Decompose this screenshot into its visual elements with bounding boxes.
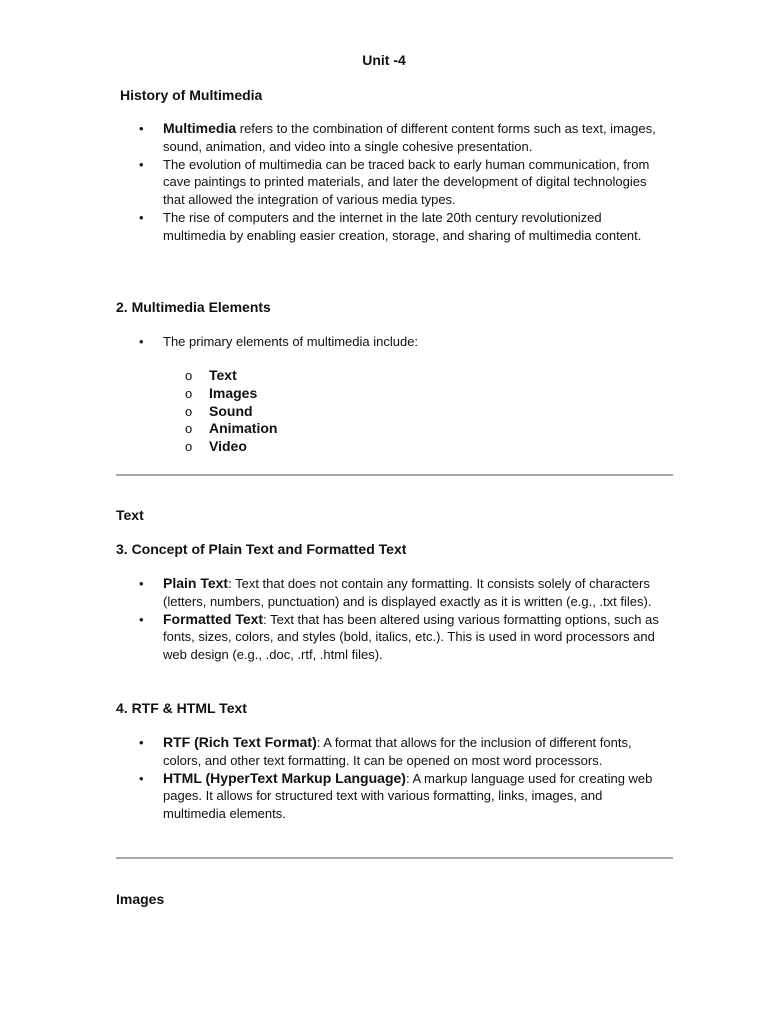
- list-item: [163, 156, 663, 209]
- term: Multimedia: [163, 120, 237, 136]
- term: Formatted Text: [163, 610, 264, 627]
- unit-title: Unit -4: [362, 52, 406, 68]
- sublist-item: o Animation: [209, 420, 277, 438]
- description: : Text that has been altered using various formatting options, such as fonts, sizes, colors, and styles (bold, italics, etc.). This is used in word processors and web design (e.g., .doc, .rtf, .html files).: [163, 611, 659, 663]
- images-section-heading: Images: [116, 891, 165, 907]
- list-item: [163, 734, 663, 770]
- history-heading: History of Multimedia: [120, 87, 263, 103]
- rtf-html-heading: 4. RTF & HTML Text: [116, 700, 247, 716]
- sublist-item: o Text: [209, 367, 277, 385]
- elements-sublist: [209, 367, 277, 456]
- section-divider: [116, 474, 673, 476]
- sublist-item: o Video: [209, 438, 277, 456]
- description: The rise of computers and the internet in the late 20th century revolutionized multimedia by enabling easier creation, storage, and sharing of multimedia content.: [163, 209, 642, 243]
- description: refers to the combination of different content forms such as text, images, sound, animation, and video into a single cohesive presentation.: [163, 121, 656, 154]
- elements-intro-list: [163, 333, 663, 351]
- plain-formatted-heading: 3. Concept of Plain Text and Formatted Text: [116, 541, 407, 557]
- elements-heading: 2. Multimedia Elements: [116, 299, 271, 315]
- sublist-item: o Sound: [209, 403, 277, 421]
- sublist-item: o Images: [209, 385, 277, 403]
- term: HTML (HyperText Markup Language): [163, 769, 406, 786]
- description: : A format that allows for the inclusion of different fonts, colors, and other text formatting. It can be opened on most word processors.: [163, 735, 632, 768]
- history-list: [163, 120, 663, 245]
- list-item: [163, 333, 663, 351]
- rtf-html-list: [163, 734, 663, 823]
- description: : Text that does not contain any formatting. It consists solely of characters (letters, numbers, punctuation) and is displayed exactly as it is written (e.g., .txt files).: [163, 576, 652, 609]
- list-item: [163, 611, 663, 664]
- description: The primary elements of multimedia include:: [163, 334, 419, 349]
- description: The evolution of multimedia can be traced back to early human communication, from cave paintings to printed materials, and later the development of digital technologies that allowed the integration of various media types.: [163, 156, 650, 208]
- description: : A markup language used for creating web pages. It allows for structured text with various formatting, links, images, and multimedia elements.: [163, 770, 653, 822]
- plain-formatted-list: [163, 575, 663, 664]
- text-section-heading: Text: [116, 507, 144, 523]
- section-divider: [116, 857, 673, 859]
- term: RTF (Rich Text Format): [163, 734, 317, 750]
- list-item: [163, 209, 663, 245]
- list-item: [163, 120, 663, 156]
- term: Plain Text: [163, 575, 229, 591]
- list-item: [163, 770, 663, 823]
- list-item: [163, 575, 663, 611]
